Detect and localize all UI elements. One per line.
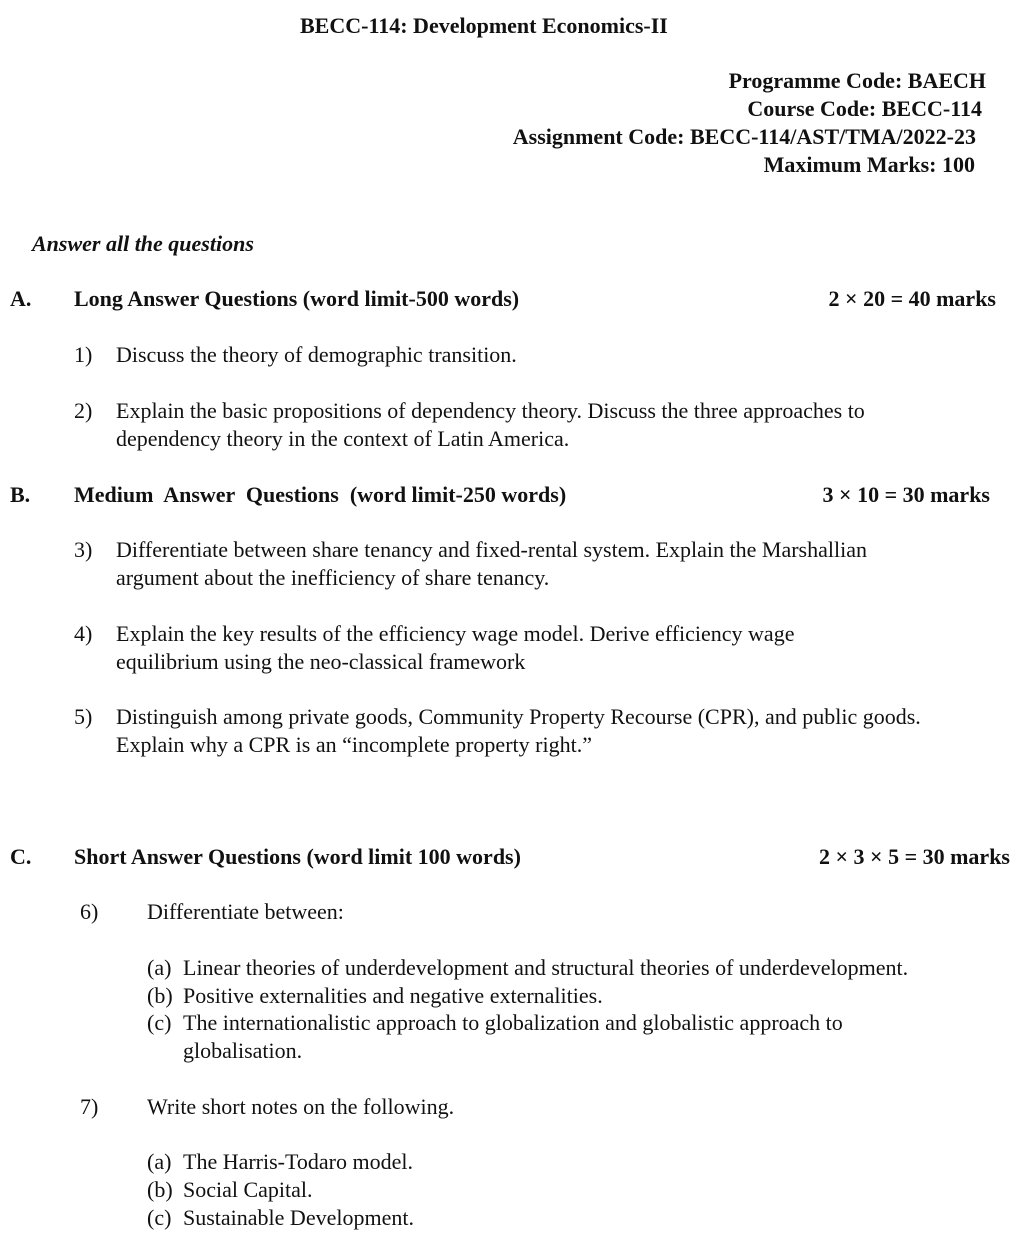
question-number: 3) — [74, 537, 93, 562]
sub-part-label: (b) — [147, 983, 173, 1008]
question-text-continued: argument about the inefficiency of share tenancy. — [116, 565, 550, 590]
sub-part-text: Sustainable Development. — [183, 1205, 414, 1230]
section-c-title: Short Answer Questions (word limit 100 words) — [74, 844, 521, 869]
question-number: 5) — [74, 704, 93, 729]
section-a-title: Long Answer Questions (word limit-500 words) — [74, 286, 520, 311]
sub-part-label: (a) — [147, 955, 172, 980]
section-a-letter: A. — [10, 286, 32, 311]
question-text: Write short notes on the following. — [147, 1094, 455, 1119]
question-number: 2) — [74, 398, 93, 423]
section-c-letter: C. — [10, 844, 32, 869]
section-b-letter: B. — [10, 482, 31, 507]
question-text-continued: equilibrium using the neo-classical framework — [116, 649, 526, 674]
question-text: Explain the key results of the efficiency wage model. Derive efficiency wage — [116, 621, 795, 646]
document-title: BECC-114: Development Economics-II — [300, 13, 668, 38]
section-b-marks: 3 × 10 = 30 marks — [822, 482, 990, 507]
sub-part-text: Linear theories of underdevelopment and structural theories of underdevelopment. — [183, 955, 909, 980]
assignment-code: Assignment Code: BECC-114/AST/TMA/2022-23 — [512, 124, 976, 149]
programme-code: Programme Code: BAECH — [728, 68, 986, 93]
section-b-title: Medium Answer Questions (word limit-250 words) — [74, 482, 567, 507]
sub-part-text: The internationalistic approach to globalization and globalistic approach to — [183, 1010, 843, 1035]
sub-part-text: Social Capital. — [183, 1177, 313, 1202]
question-number: 6) — [80, 899, 99, 924]
sub-part-label: (b) — [147, 1177, 173, 1202]
sub-part-text: The Harris-Todaro model. — [183, 1149, 413, 1174]
question-number: 7) — [80, 1094, 99, 1119]
sub-part-text: Positive externalities and negative externalities. — [183, 983, 603, 1008]
course-code: Course Code: BECC-114 — [747, 96, 982, 121]
question-text: Differentiate between share tenancy and fixed-rental system. Explain the Marshallian — [116, 537, 867, 562]
sub-part-label: (a) — [147, 1149, 172, 1174]
instruction: Answer all the questions — [32, 231, 254, 256]
question-text-continued: Explain why a CPR is an “incomplete property right.” — [116, 732, 592, 757]
question-text: Differentiate between: — [147, 899, 344, 924]
sub-part-label: (c) — [147, 1205, 172, 1230]
question-text: Discuss the theory of demographic transition. — [116, 342, 517, 367]
question-text: Explain the basic propositions of dependency theory. Discuss the three approaches to — [116, 398, 865, 423]
question-text-continued: dependency theory in the context of Latin America. — [116, 426, 570, 451]
sub-part-text-continued: globalisation. — [183, 1038, 303, 1063]
maximum-marks: Maximum Marks: 100 — [763, 152, 975, 177]
section-c-marks: 2 × 3 × 5 = 30 marks — [819, 844, 1010, 869]
question-number: 4) — [74, 621, 93, 646]
question-number: 1) — [74, 342, 93, 367]
sub-part-label: (c) — [147, 1010, 172, 1035]
question-text: Distinguish among private goods, Community Property Recourse (CPR), and public goods. — [116, 704, 921, 729]
section-a-marks: 2 × 20 = 40 marks — [828, 286, 996, 311]
